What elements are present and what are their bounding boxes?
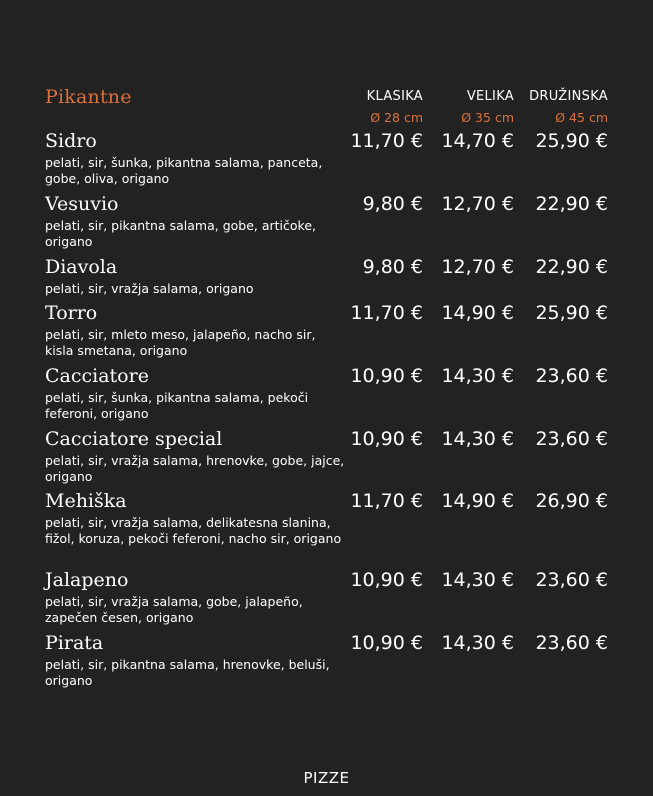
- menu-item-cacciatore-special: [45, 428, 608, 485]
- price-klasika: 10,90 €: [350, 428, 423, 450]
- price-druzinska: 22,90 €: [535, 256, 608, 278]
- price-velika: 14,30 €: [441, 569, 514, 591]
- item-description: pelati, sir, šunka, pikantna salama, pekoči feferoni, origano: [45, 390, 309, 421]
- column-header-druzinska: [488, 89, 608, 125]
- item-name: Sidro: [45, 130, 97, 152]
- item-description: pelati, sir, mleto meso, jalapeño, nacho sir, kisla smetana, origano: [45, 327, 316, 358]
- price-klasika: 11,70 €: [350, 130, 423, 152]
- price-velika: 12,70 €: [441, 193, 514, 215]
- item-name: Cacciatore special: [45, 428, 223, 450]
- column-label: KLASIKA: [366, 89, 423, 104]
- price-klasika: 11,70 €: [350, 490, 423, 512]
- item-description: pelati, sir, vražja salama, gobe, jalapeño, zapečen česen, origano: [45, 594, 303, 625]
- price-druzinska: 23,60 €: [535, 632, 608, 654]
- menu-item-cacciatore: [45, 365, 608, 422]
- price-velika: 14,30 €: [441, 365, 514, 387]
- menu-item-mehiska: [45, 490, 608, 547]
- menu-item-torro: [45, 302, 608, 359]
- column-diameter: Ø 35 cm: [461, 110, 514, 125]
- price-velika: 14,30 €: [441, 428, 514, 450]
- item-description: pelati, sir, vražja salama, origano: [45, 281, 254, 296]
- price-klasika: 11,70 €: [350, 302, 423, 324]
- section-title: Pikantne: [45, 86, 132, 108]
- menu-item-diavola: [45, 256, 608, 297]
- price-velika: 14,90 €: [441, 490, 514, 512]
- price-druzinska: 22,90 €: [535, 193, 608, 215]
- price-velika: 12,70 €: [441, 256, 514, 278]
- price-velika: 14,70 €: [441, 130, 514, 152]
- price-klasika: 10,90 €: [350, 365, 423, 387]
- item-name: Mehiška: [45, 490, 127, 512]
- item-description: pelati, sir, pikantna salama, gobe, artičoke, origano: [45, 218, 317, 249]
- price-velika: 14,90 €: [441, 302, 514, 324]
- column-label: VELIKA: [466, 89, 514, 104]
- item-description: pelati, sir, pikantna salama, hrenovke, beluši, origano: [45, 657, 330, 688]
- menu-item-vesuvio: [45, 193, 608, 250]
- price-klasika: 9,80 €: [362, 193, 423, 215]
- item-name: Cacciatore: [45, 365, 149, 387]
- item-name: Pirata: [45, 632, 104, 654]
- price-druzinska: 25,90 €: [535, 302, 608, 324]
- price-klasika: 9,80 €: [362, 256, 423, 278]
- price-druzinska: 23,60 €: [535, 365, 608, 387]
- price-druzinska: 23,60 €: [535, 569, 608, 591]
- item-name: Torro: [45, 302, 98, 324]
- price-velika: 14,30 €: [441, 632, 514, 654]
- column-diameter: Ø 45 cm: [555, 110, 608, 125]
- item-name: Vesuvio: [45, 193, 119, 215]
- price-klasika: 10,90 €: [350, 632, 423, 654]
- menu-item-jalapeno: [45, 569, 608, 626]
- item-description: pelati, sir, šunka, pikantna salama, panceta, gobe, oliva, origano: [45, 155, 323, 186]
- item-name: Diavola: [45, 256, 118, 278]
- price-druzinska: 26,90 €: [535, 490, 608, 512]
- price-druzinska: 23,60 €: [535, 428, 608, 450]
- column-diameter: Ø 28 cm: [370, 110, 423, 125]
- price-druzinska: 25,90 €: [535, 130, 608, 152]
- item-name: Jalapeno: [45, 569, 129, 591]
- menu-item-sidro: [45, 130, 608, 187]
- column-label: DRUŽINSKA: [529, 89, 608, 104]
- item-description: pelati, sir, vražja salama, hrenovke, gobe, jajce, origano: [45, 453, 345, 484]
- footer-label: PIZZE: [303, 769, 350, 787]
- item-description: pelati, sir, vražja salama, delikatesna slanina, fižol, koruza, pekoči feferoni, nacho sir, origano: [45, 515, 342, 546]
- price-klasika: 10,90 €: [350, 569, 423, 591]
- menu-item-pirata: [45, 632, 608, 689]
